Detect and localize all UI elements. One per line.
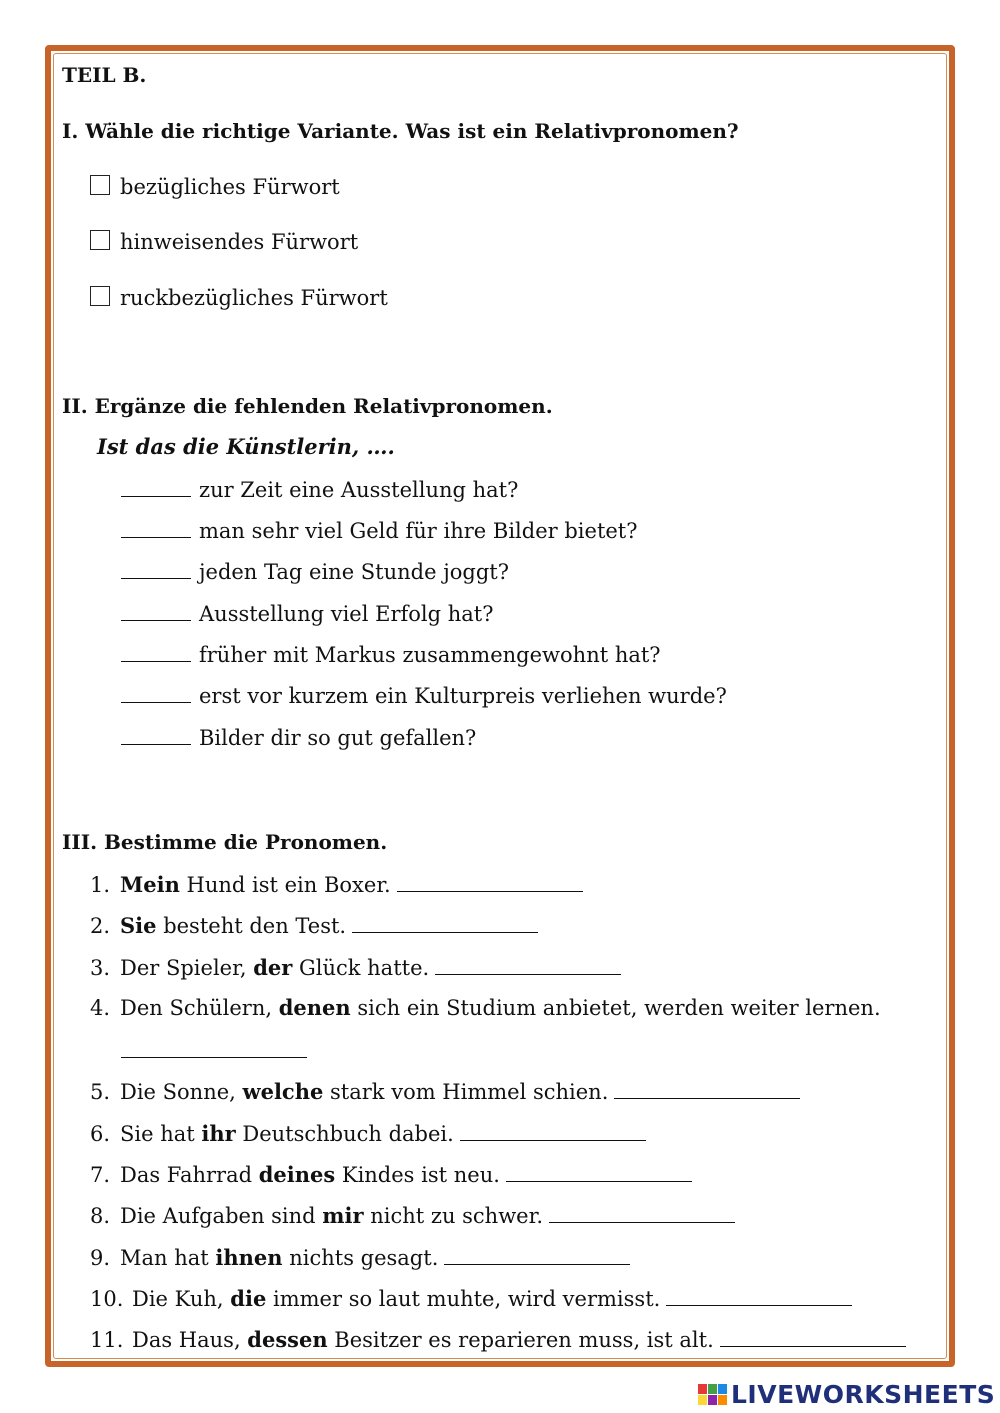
fill-in-row <box>121 724 476 751</box>
option-2-label: hinweisendes Fürwort <box>120 230 359 254</box>
answer-line[interactable] <box>444 1244 630 1265</box>
logo-square <box>698 1395 707 1405</box>
checkbox-1[interactable] <box>90 175 110 195</box>
item-number: 6. <box>90 1122 111 1146</box>
answer-line[interactable] <box>666 1285 852 1306</box>
pronoun-word: Sie <box>120 913 157 938</box>
item-text-after: besteht den Test. <box>156 914 347 938</box>
item-text-before: Den Schülern, <box>120 996 279 1020</box>
logo-square <box>718 1395 727 1405</box>
fill-in-row <box>121 558 509 585</box>
answer-line-row <box>121 1037 307 1064</box>
fill-in-row <box>121 600 493 627</box>
pronoun-word: ihr <box>201 1121 236 1146</box>
fill-in-row <box>121 517 638 544</box>
answer-line[interactable] <box>121 1037 307 1058</box>
pronoun-word: denen <box>278 995 351 1020</box>
pronoun-item <box>90 1202 735 1229</box>
pronoun-word: die <box>230 1286 267 1311</box>
answer-line[interactable] <box>614 1078 800 1099</box>
item-text-before: Man hat <box>120 1246 216 1270</box>
sentence-text: Bilder dir so gut gefallen? <box>199 726 477 750</box>
answer-blank[interactable] <box>121 517 191 538</box>
answer-line[interactable] <box>720 1326 906 1347</box>
item-text-after: sich ein Studium anbietet, werden weiter lernen. <box>350 996 881 1020</box>
item-text-before: Das Haus, <box>132 1328 248 1352</box>
item-text-after: Kindes ist neu. <box>335 1163 500 1187</box>
item-text-before: Der Spieler, <box>120 956 254 980</box>
section2-title: II. Ergänze die fehlenden Relativpronomen. <box>62 394 553 418</box>
answer-blank[interactable] <box>121 600 191 621</box>
sentence-text: früher mit Markus zusammengewohnt hat? <box>199 643 661 667</box>
item-number: 9. <box>90 1246 111 1270</box>
answer-blank[interactable] <box>121 682 191 703</box>
pronoun-word: der <box>253 955 293 980</box>
sentence-text: Ausstellung viel Erfolg hat? <box>199 602 494 626</box>
item-text-after: immer so laut muhte, wird vermisst. <box>266 1287 661 1311</box>
item-text-before: Die Sonne, <box>120 1080 243 1104</box>
pronoun-item <box>90 1326 906 1353</box>
answer-line[interactable] <box>460 1120 646 1141</box>
fill-in-row <box>121 682 727 709</box>
liveworksheets-logo <box>698 1380 995 1408</box>
section2-prompt: Ist das die Künstlerin, …. <box>97 434 395 459</box>
item-text-before: Das Fahrrad <box>120 1163 259 1187</box>
pronoun-item <box>90 954 621 981</box>
item-number: 10. <box>90 1287 124 1311</box>
fill-in-row <box>121 476 518 503</box>
item-text-before: Die Aufgaben sind <box>120 1204 323 1228</box>
logo-square <box>708 1384 717 1394</box>
item-number: 5. <box>90 1080 111 1104</box>
item-text-after: nichts gesagt. <box>282 1246 439 1270</box>
pronoun-word: deines <box>258 1162 336 1187</box>
item-number: 7. <box>90 1163 111 1187</box>
item-number: 3. <box>90 956 111 980</box>
answer-line[interactable] <box>397 871 583 892</box>
logo-text: LIVEWORKSHEETS <box>731 1379 996 1409</box>
logo-square <box>698 1384 707 1394</box>
checkbox-2[interactable] <box>90 230 110 250</box>
item-number: 2. <box>90 914 111 938</box>
answer-line[interactable] <box>549 1202 735 1223</box>
item-text-after: Hund ist ein Boxer. <box>179 873 391 897</box>
item-text-after: Deutschbuch dabei. <box>235 1122 454 1146</box>
pronoun-item <box>90 871 583 898</box>
checkbox-3[interactable] <box>90 286 110 306</box>
answer-blank[interactable] <box>121 724 191 745</box>
part-heading: TEIL B. <box>62 63 147 87</box>
sentence-text: zur Zeit eine Ausstellung hat? <box>199 478 519 502</box>
option-2[interactable] <box>90 229 358 255</box>
pronoun-word: ihnen <box>215 1245 283 1270</box>
item-text-after: nicht zu schwer. <box>363 1204 544 1228</box>
item-text-before: Sie hat <box>120 1122 202 1146</box>
pronoun-word: Mein <box>120 872 180 897</box>
item-number: 11. <box>90 1328 124 1352</box>
pronoun-item <box>90 1285 852 1312</box>
item-text-before: Die Kuh, <box>132 1287 231 1311</box>
item-number: 4. <box>90 996 111 1020</box>
pronoun-item <box>90 1244 630 1271</box>
answer-blank[interactable] <box>121 476 191 497</box>
option-1[interactable] <box>90 174 340 200</box>
section1-title: I. Wähle die richtige Variante. Was ist ein Relativpronomen? <box>62 119 739 143</box>
answer-line[interactable] <box>506 1161 692 1182</box>
pronoun-word: dessen <box>247 1327 328 1352</box>
pronoun-item <box>90 1120 646 1147</box>
fill-in-row <box>121 641 661 668</box>
answer-line[interactable] <box>352 912 538 933</box>
item-number: 1. <box>90 873 111 897</box>
answer-blank[interactable] <box>121 641 191 662</box>
pronoun-word: mir <box>322 1203 364 1228</box>
sentence-text: erst vor kurzem ein Kulturpreis verliehen wurde? <box>199 684 727 708</box>
item-text-after: Glück hatte. <box>292 956 430 980</box>
logo-mark-icon <box>698 1384 727 1405</box>
option-1-label: bezügliches Fürwort <box>120 175 340 199</box>
item-text-after: stark vom Himmel schien. <box>323 1080 609 1104</box>
logo-square <box>718 1384 727 1394</box>
pronoun-item <box>90 1078 800 1105</box>
sentence-text: man sehr viel Geld für ihre Bilder bietet? <box>199 519 638 543</box>
section3-title: III. Bestimme die Pronomen. <box>62 830 388 854</box>
option-3[interactable] <box>90 285 388 311</box>
logo-square <box>708 1395 717 1405</box>
item-text-after: Besitzer es reparieren muss, ist alt. <box>327 1328 714 1352</box>
sentence-text: jeden Tag eine Stunde joggt? <box>199 560 509 584</box>
pronoun-item <box>90 995 881 1021</box>
pronoun-item <box>90 912 538 939</box>
pronoun-item <box>90 1161 692 1188</box>
option-3-label: ruckbezügliches Fürwort <box>120 286 388 310</box>
answer-blank[interactable] <box>121 558 191 579</box>
pronoun-word: welche <box>242 1079 324 1104</box>
item-number: 8. <box>90 1204 111 1228</box>
answer-line[interactable] <box>435 954 621 975</box>
